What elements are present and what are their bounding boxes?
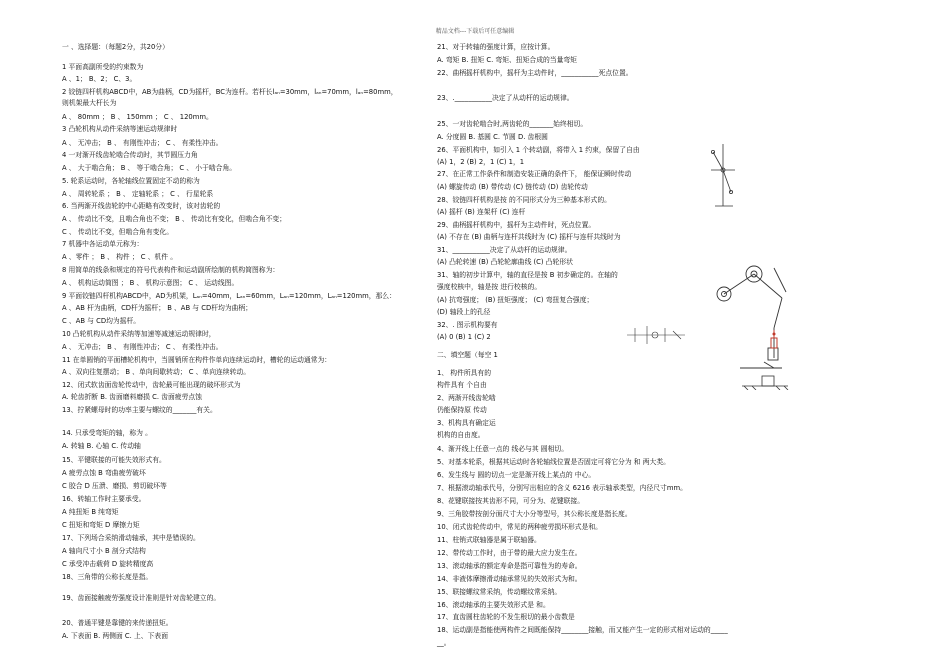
question-line: 6、发生线与 圆的切点一定是渐开线上某点的 中心。	[437, 471, 596, 479]
question-line: 14、非液体摩擦滑动轴承常见的失效形式为和。	[437, 575, 582, 583]
question-line: 25、一对齿轮啮合时,两齿轮的_______始终相切。	[437, 120, 588, 128]
question-line: C 、AB 与 CD均为摇杆。	[62, 317, 141, 325]
question-line: 12、闭式软齿面齿轮传动中，齿轮最可能出现的破坏形式为	[62, 381, 241, 389]
question-line: 18、三角带的公称长度是指。	[62, 573, 153, 581]
question-line: 二、填空题（每空 1	[437, 351, 498, 359]
question-line: A 纯扭矩 B 纯弯矩	[62, 508, 119, 516]
question-line: 仍能保持原 传动	[437, 406, 487, 414]
shaft-schematic-figure	[625, 322, 687, 348]
question-line: 1 平面高副所受的约束数为	[62, 63, 144, 71]
question-line: 5. 轮系运动时，各轮轴线位置固定不动的称为	[62, 177, 200, 185]
question-line: A 、双向往复摆动； B 、单向间歇转动； C 、单向连续转动。	[62, 368, 250, 376]
question-line: (A) 抗弯强度； (B) 扭矩强度； (C) 弯扭复合强度；	[437, 296, 594, 304]
question-line: 则机架最大杆长为	[62, 99, 117, 107]
question-line: 16、转轴工作时主要承受。	[62, 495, 146, 503]
question-line: A. 轮齿折断 B. 齿面磨料磨损 C. 齿面疲劳点蚀	[62, 393, 202, 401]
question-line: A 疲劳点蚀 B 弯曲疲劳破坏	[62, 469, 146, 477]
question-line: 17、下列场合采纳滑动轴承，其中是错误的。	[62, 534, 200, 542]
four-bar-linkage-figure	[703, 140, 743, 212]
question-line: A. 转轴 B. 心轴 C. 传动轴	[62, 442, 141, 450]
question-line: A. 下表面 B. 两侧面 C. 上、下表面	[62, 632, 168, 640]
question-line: 2 铰链四杆机构ABCD中，AB为曲柄，CD为摇杆，BC为连杆。若杆长lₐₙ=30mm，lₐₙ=70mm，lₐₙ=80mm，	[62, 88, 398, 96]
question-line: __。	[437, 639, 451, 647]
question-line: A 、 大于啮合角； B 、 等于啮合角； C 、 小于啮合角。	[62, 164, 237, 172]
question-line: 17、直齿圆柱齿轮的不发生根切的最小齿数是	[437, 613, 575, 621]
question-line: 10、闭式齿轮传动中，常见的两种疲劳损坏形式是和。	[437, 523, 602, 531]
question-line: 一 、选择题：（每题2分，共20分）	[62, 43, 169, 51]
question-line: 4、渐开线上任意一点的 线必与其 圆相切。	[437, 445, 568, 453]
question-line: C 扭矩和弯矩 D 摩擦力矩	[62, 521, 140, 529]
question-line: 6. 当两渐开线齿轮的中心距略有改变时，该对齿轮的	[62, 202, 221, 210]
question-line: 11、柱销式联轴器是属于联轴器。	[437, 536, 541, 544]
question-line: 27、在正常工作条件和制造安装正确的条件下， 能保证瞬时传动	[437, 170, 632, 178]
question-line: A 、 机构运动简图 ； B 、 机构示意图； C 、 运动线图。	[62, 279, 239, 287]
question-line: 21、对于转轴的强度计算，应按计算。	[437, 43, 555, 51]
question-line: 15、联接螺纹常采纳，传动螺纹常采纳。	[437, 588, 562, 596]
slider-block-figure	[740, 368, 790, 390]
question-line: 2、两渐开线齿轮啮	[437, 394, 496, 402]
question-line: 15、平键联接的可能失效形式有。	[62, 456, 166, 464]
question-line: 13、拧紧螺母时的功率主要与螺纹的_______有关。	[62, 406, 217, 414]
question-line: A 、 80mm ； B 、 150mm ； C 、 120mm。	[62, 113, 213, 121]
question-line: 4 一对渐开线齿轮啮合传动时，其节圆压力角	[62, 151, 198, 159]
question-line: A. 分度圆 B. 基圆 C. 节圆 D. 齿根圆	[437, 133, 548, 141]
question-line: 29、曲柄摇杆机构中，摇杆为主动件时，死点位置。	[437, 221, 596, 229]
question-line: 3、机构具有确定运	[437, 419, 496, 427]
question-line: A 、 无冲击； B 、 有刚性冲击； C 、 有柔性冲击。	[62, 343, 223, 351]
page-header: 精品文档---下载后可任意编辑	[435, 28, 515, 35]
question-line: (A) 摇杆 (B) 连架杆 (C) 连杆	[437, 208, 526, 216]
question-line: A 、 无冲击； B 、 有刚性冲击； C 、 有柔性冲击。	[62, 139, 223, 147]
question-line: 机构的自由度。	[437, 431, 485, 439]
question-line: 23、.___________决定了从动杆的运动规律。	[437, 94, 574, 102]
question-line: 13、滚动轴承的额定寿命是指可靠性为的寿命。	[437, 562, 582, 570]
question-line: (A) 凸轮转速 (B) 凸轮轮廓曲线 (C) 凸轮形状	[437, 258, 573, 266]
question-line: 31、轴的初步计算中，轴的直径是按 B 初步确定的。在轴的	[437, 271, 618, 279]
question-line: A. 弯矩 B. 扭矩 C. 弯矩、扭矩合成的当量弯矩	[437, 56, 577, 64]
question-line: 强度校核中，轴是按 进行校核的。	[437, 283, 542, 291]
question-line: 9、三角胶带按剖分面尺寸大小分等型号，其公称长度是指长度。	[437, 510, 632, 518]
question-line: A 、 传动比不变，且啮合角也不变； B 、 传动比有变化，但啮合角不变；	[62, 215, 287, 223]
question-line: 26、平面机构中，如引入 1 个转动副，将带入 1 约束，保留了自由	[437, 146, 640, 154]
question-line: 28、铰链四杆机构是按 的不同形式分为三种基本形式的。	[437, 196, 611, 204]
question-line: 20、普通平键是靠键的来传递扭矩。	[62, 619, 173, 627]
question-line: 3 凸轮机构从动件采纳等速运动规律时	[62, 125, 178, 133]
question-line: A 、 周转轮系 ； B 、 定轴轮系 ； C 、 行星轮系	[62, 190, 214, 198]
question-line: (A) 0 (B) 1 (C) 2	[437, 333, 491, 341]
question-line: 19、齿面接触疲劳强度设计准则是针对齿轮建立的。	[62, 594, 221, 602]
question-line: (D) 轴段上的孔径	[437, 308, 491, 316]
question-line: C 胶合 D 压溃、磨损、剪切破坏等	[62, 482, 167, 490]
question-line: 8 用简单的线条和规定的符号代表构件和运动副所绘制的机构简图称为：	[62, 266, 280, 274]
question-line: 构件具有 个自由	[437, 381, 487, 389]
question-line: 5、对基本轮系，根据其运动时各轮轴线位置是否固定可将它分为 和 两大类。	[437, 458, 670, 466]
question-line: 7 机器中各运动单元称为：	[62, 240, 144, 248]
question-line: 11 在单圆销的平面槽轮机构中，当圆销所在构件作单向连续运动时，槽轮的运动通常为：	[62, 356, 332, 364]
question-line: 9 平面铰链四杆机构ABCD中，AD为机架，Lₐₙ=40mm，Lₐₙ=60mm，Lₐₙ=120mm，Lₐₙ=120mm，那么：	[62, 292, 396, 300]
question-line: 8、花键联接按其齿形不同，可分为、花键联接。	[437, 497, 585, 505]
question-line: 22、曲柄摇杆机构中，摇杆为主动件时，___________死点位置。	[437, 69, 633, 77]
question-line: (A) 1，2 (B) 2，1 (C) 1，1	[437, 158, 525, 166]
question-line: 12、带传动工作时，由于带的最大应力发生在。	[437, 549, 582, 557]
question-line: C 、 传动比不变，但啮合角有变化。	[62, 228, 174, 236]
question-line: (A) 不存在 (B) 曲柄与连杆共线时为 (C) 摇杆与连杆共线时为	[437, 233, 621, 241]
question-line: 7、根据滚动轴承代号，分别写出相应的含义 6216 表示轴承类型，内径尺寸mm。	[437, 484, 687, 492]
question-line: 14. 只承受弯矩的轴，称为 。	[62, 429, 152, 437]
question-line: (A) 螺旋传动 (B) 带传动 (C) 链传动 (D) 齿轮传动	[437, 183, 588, 191]
question-line: A 、零件 ； B 、 构件 ； C 、机件 。	[62, 253, 178, 261]
question-line: 1、 构件所具有的	[437, 369, 492, 377]
question-line: 10 凸轮机构从动件采纳等加速等减速运动规律时，	[62, 330, 216, 338]
question-line: 18、运动副是指能使两构件之间既能保持________接触，而又能产生一定的形式相对运动的_____	[437, 626, 728, 634]
question-line: C 承受冲击载荷 D 旋转精度高	[62, 560, 154, 568]
question-line: A 、1； B、2； C、3。	[62, 75, 137, 83]
question-line: 16、滚动轴承的主要失效形式是 和。	[437, 601, 550, 609]
question-line: 31、___________决定了从动杆的运动规律。	[437, 246, 572, 254]
question-line: A 、AB 杆为曲柄，CD杆为摇杆； B 、AB 与 CD杆均为曲柄；	[62, 304, 253, 312]
question-line: A 轴向尺寸小 B 剖分式结构	[62, 547, 146, 555]
question-line: 32、. 图示机构要有	[437, 321, 498, 329]
